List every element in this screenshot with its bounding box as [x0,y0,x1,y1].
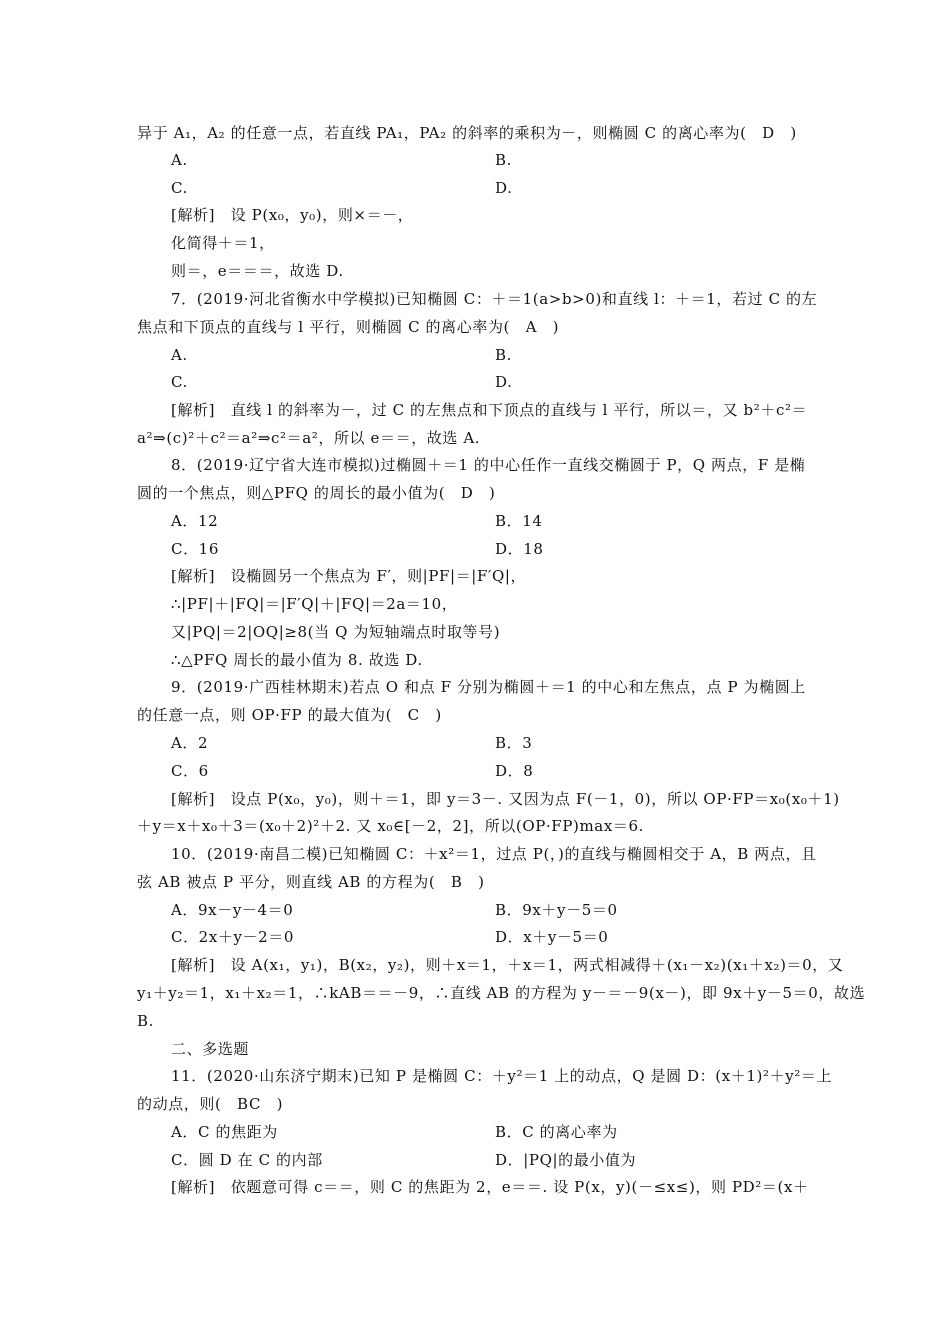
text-line: ∴△PFQ 周长的最小值为 8. 故选 D. [171,651,423,669]
text-line: A．C 的焦距为 [171,1123,278,1141]
text-line: 8．(2019·辽宁省大连市模拟)过椭圆＋＝1 的中心任作一直线交椭圆于 P，Q 两点，F 是椭 [171,456,806,474]
text-line: 焦点和下顶点的直线与 l 平行，则椭圆 C 的离心率为( A ) [137,318,560,336]
text-line: 则＝，e＝＝＝，故选 D. [171,262,344,280]
option-right: B. [495,151,512,169]
option-right: D．|PQ|的最小值为 [495,1151,637,1169]
text-line: C．圆 D 在 C 的内部 [171,1151,323,1169]
text-line: ∴|PF|＋|FQ|＝|F′Q|＋|FQ|＝2a＝10， [171,595,458,613]
text-line: [解析] 设椭圆另一个焦点为 F′，则|PF|＝|F′Q|， [171,567,527,585]
text-line: a²⇒(c)²＋c²＝a²⇒c²＝a²，所以 e＝＝，故选 A. [137,429,481,447]
text-line: [解析] 设 A(x₁，y₁)，B(x₂，y₂)，则＋x＝1，＋x＝1，两式相减得＋(x₁－x₂)(x₁＋x₂)＝0，又 [171,956,844,974]
text-line: 的动点，则( BC ) [137,1095,284,1113]
text-line: ＋y＝x＋x₀＋3＝(x₀＋2)²＋2. 又 x₀∈[－2，2]，所以(OP·FP)max＝6. [137,817,644,835]
text-line: C．2x＋y－2＝0 [171,928,295,946]
text-line: A．12 [171,512,219,530]
text-line: [解析] 直线 l 的斜率为－，过 C 的左焦点和下顶点的直线与 l 平行，所以＝，又 b²＋c²＝ [171,401,808,419]
text-line: 异于 A₁，A₂ 的任意一点，若直线 PA₁，PA₂ 的斜率的乘积为－，则椭圆 C 的离心率为( D ) [137,124,797,142]
text-line: A．9x－y－4＝0 [171,901,294,919]
text-line: 9．(2019·广西桂林期末)若点 O 和点 F 分别为椭圆＋＝1 的中心和左焦点，点 P 为椭圆上 [171,678,806,696]
option-right: D．8 [495,762,534,780]
text-line: A. [171,346,188,364]
text-line: 又|PQ|＝2|OQ|≥8(当 Q 为短轴端点时取等号) [171,623,501,641]
option-left: A. [171,151,188,169]
option-right: B．3 [495,734,533,752]
text-line: C．6 [171,762,209,780]
option-right: D. [495,179,513,197]
text-line: C. [171,373,188,391]
text-line: 化简得＋＝1， [171,234,275,252]
text-line: 二、多选题 [171,1040,250,1058]
text-line: C. [171,179,188,197]
option-right: B. [495,346,512,364]
text-line: 11．(2020·山东济宁期末)已知 P 是椭圆 C：＋y²＝1 上的动点，Q 是圆 D：(x＋1)²＋y²＝上 [171,1067,833,1085]
text-line: C．16 [171,540,219,558]
text-line: 弦 AB 被点 P 平分，则直线 AB 的方程为( B ) [137,873,485,891]
option-right: B．9x＋y－5＝0 [495,901,618,919]
text-line: 圆的一个焦点，则△PFQ 的周长的最小值为( D ) [137,484,496,502]
option-right: D．x＋y－5＝0 [495,928,609,946]
text-line: B. [137,1012,154,1030]
text-line: [解析] 设 P(x₀，y₀)，则×＝－， [171,206,414,224]
option-right: B．C 的离心率为 [495,1123,618,1141]
text-line: [解析] 依题意可得 c＝＝，则 C 的焦距为 2，e＝＝. 设 P(x，y)(－≤x≤)，则 PD²＝(x＋ [171,1178,809,1196]
text-line: 10．(2019·南昌二模)已知椭圆 C：＋x²＝1，过点 P(，)的直线与椭圆相交于 A，B 两点，且 [171,845,817,863]
option-right: D. [495,373,513,391]
text-line: y₁＋y₂＝1，x₁＋x₂＝1，∴kAB＝＝－9，∴直线 AB 的方程为 y－＝－9(x－)，即 9x＋y－5＝0，故选 [137,984,866,1002]
text-line: [解析] 设点 P(x₀，y₀)，则＋＝1，即 y＝3－. 又因为点 F(－1，0)，所以 OP·FP＝x₀(x₀＋1) [171,790,840,808]
option-right: D．18 [495,540,544,558]
text-line: A．2 [171,734,209,752]
text-line: 的任意一点，则 OP·FP 的最大值为( C ) [137,706,442,724]
option-right: B．14 [495,512,543,530]
text-line: 7．(2019·河北省衡水中学模拟)已知椭圆 C：＋＝1(a>b>0)和直线 l：＋＝1，若过 C 的左 [171,290,818,308]
